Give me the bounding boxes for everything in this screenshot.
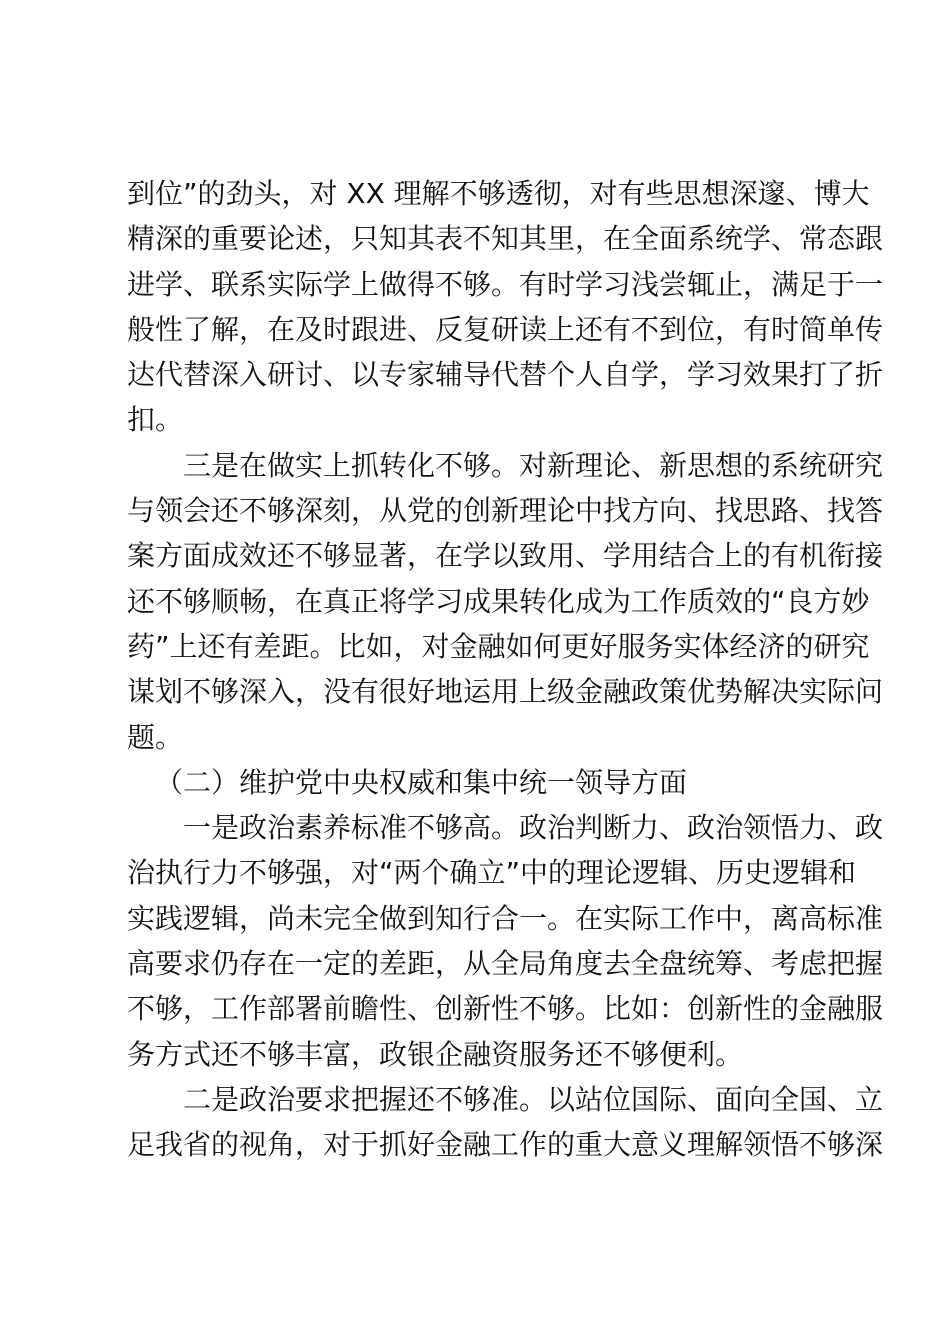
paragraph-1 bbox=[127, 171, 884, 443]
paragraph-4 bbox=[127, 1077, 884, 1168]
text-line: 题。 bbox=[127, 720, 184, 754]
text-line: 三是在做实上抓转化不够。对新理论、新思想的系统研究 bbox=[183, 448, 884, 482]
text-line: 到位”的劲头，对 XX 理解不够透彻，对有些思想深邃、博大 bbox=[127, 177, 870, 210]
text-line: 达代替深入研讨、以专家辅导代替个人自学，学习效果打了折 bbox=[127, 358, 884, 392]
paragraph-2 bbox=[127, 443, 884, 760]
text-line: 治执行力不够强，对“两个确立”中的理论逻辑、历史逻辑和 bbox=[127, 856, 857, 890]
text-line: 精深的重要论述，只知其表不知其里，在全面系统学、常态跟 bbox=[127, 222, 884, 256]
text-line: 案方面成效还不够显著，在学以致用、学用结合上的有机衔接 bbox=[127, 539, 884, 573]
text-line: 般性了解，在及时跟进、反复研读上还有不到位，有时简单传 bbox=[127, 312, 884, 346]
text-line: 谋划不够深入，没有很好地运用上级金融政策优势解决实际问 bbox=[127, 675, 884, 709]
text-line: 一是政治素养标准不够高。政治判断力、政治领悟力、政 bbox=[183, 811, 884, 845]
text-line: 务方式还不够丰富，政银企融资服务还不够便利。 bbox=[127, 1037, 744, 1071]
text-line: 不够，工作部署前瞻性、创新性不够。比如：创新性的金融服 bbox=[127, 992, 884, 1026]
text-line: 还不够顺畅，在真正将学习成果转化成为工作质效的“良方妙 bbox=[127, 584, 870, 618]
text-line: 高要求仍存在一定的差距，从全局角度去全盘统筹、考虑把握 bbox=[127, 947, 884, 981]
text-line: 足我省的视角，对于抓好金融工作的重大意义理解领悟不够深 bbox=[127, 1128, 884, 1162]
text-line: 实践逻辑，尚未完全做到知行合一。在实际工作中，离高标准 bbox=[127, 901, 884, 935]
text-line: 与领会还不够深刻，从党的创新理论中找方向、找思路、找答 bbox=[127, 494, 884, 528]
text-line: 扣。 bbox=[127, 403, 184, 437]
heading-line: （二）维护党中央权威和集中统一领导方面 bbox=[155, 765, 688, 799]
document-body bbox=[127, 171, 884, 1168]
paragraph-3 bbox=[127, 805, 884, 1077]
section-heading bbox=[127, 760, 832, 805]
text-line: 二是政治要求把握还不够准。以站位国际、面向全国、立 bbox=[183, 1082, 884, 1116]
text-line: 进学、联系实际学上做得不够。有时学习浅尝辄止，满足于一 bbox=[127, 267, 884, 301]
text-line: 药”上还有差距。比如，对金融如何更好服务实体经济的研究 bbox=[127, 629, 870, 663]
